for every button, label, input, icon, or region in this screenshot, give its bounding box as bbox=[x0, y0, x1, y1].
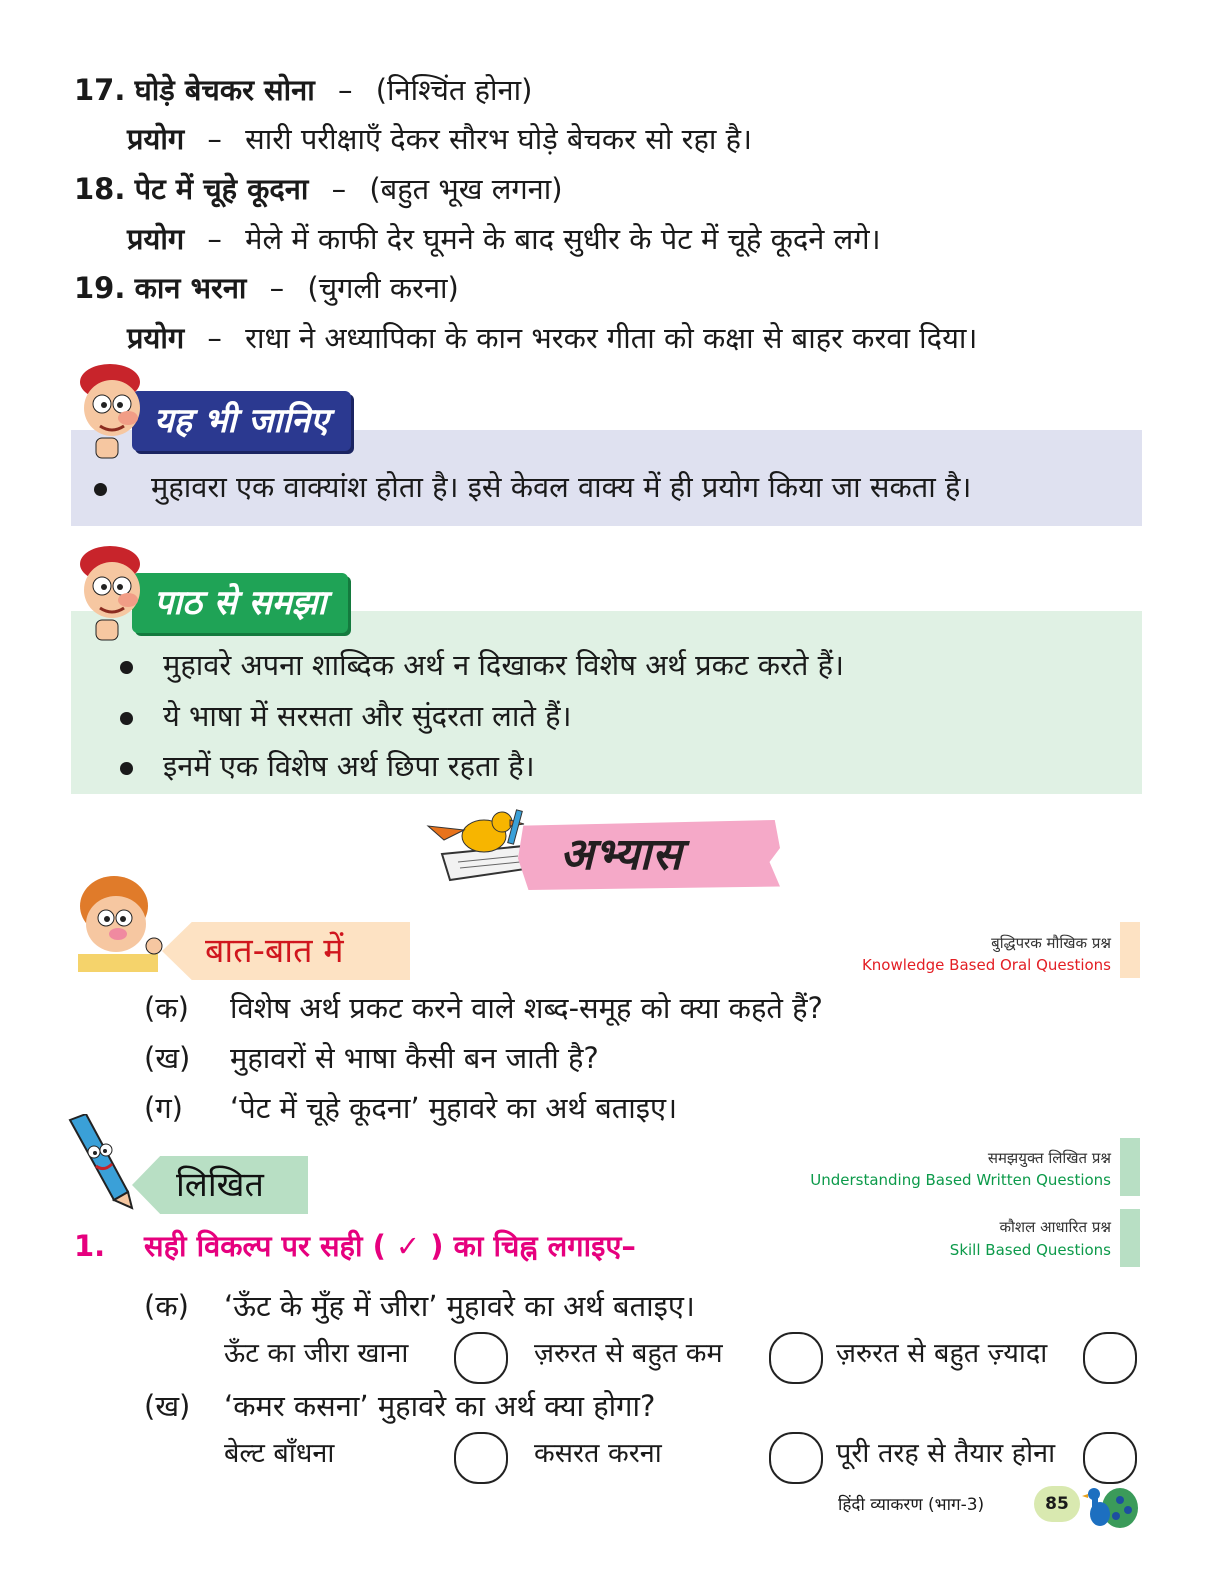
understood-item: मुहावरे अपना शाब्दिक अर्थ न दिखाकर विशेष अर्थ प्रकट करते हैं। bbox=[120, 645, 844, 685]
idiom-phrase: कान भरना bbox=[134, 271, 247, 305]
idiom-number: 17. bbox=[74, 73, 126, 107]
option-label: ऊँट का जीरा खाना bbox=[224, 1338, 409, 1369]
idiom-17-usage bbox=[127, 119, 752, 159]
dash: – bbox=[331, 172, 347, 206]
usage-sentence: सारी परीक्षाएँ देकर सौरभ घोड़े बेचकर सो रहा है। bbox=[245, 122, 752, 156]
oral-title: बात-बात में bbox=[205, 931, 344, 971]
pencil-mascot-icon bbox=[62, 1114, 142, 1210]
idiom-18-usage bbox=[127, 219, 881, 259]
dash: – bbox=[207, 222, 222, 256]
oral-question: (क) विशेष अर्थ प्रकट करने वाले शब्द-समूह को क्या कहते हैं? bbox=[144, 991, 823, 1025]
sub-question-ka: (क) ‘ऊँट के मुँह में जीरा’ मुहावरे का अर्थ बताइए। bbox=[144, 1289, 695, 1323]
option-label: ज़रुरत से बहुत ज़्यादा bbox=[836, 1338, 1048, 1369]
question-1: 1. सही विकल्प पर सही ( ✓ ) का चिह्न लगाइए– bbox=[74, 1229, 636, 1263]
idiom-phrase: घोड़े बेचकर सोना bbox=[134, 73, 315, 107]
understood-item: इनमें एक विशेष अर्थ छिपा रहता है। bbox=[120, 746, 535, 786]
understood-item: ये भाषा में सरसता और सुंदरता लाते हैं। bbox=[120, 696, 572, 736]
bird-writing-icon bbox=[424, 806, 534, 884]
peacock-icon bbox=[1080, 1478, 1138, 1532]
boy-waving-icon bbox=[70, 872, 168, 972]
idiom-17 bbox=[74, 70, 532, 110]
know-more-item: मुहावरा एक वाक्यांश होता है। इसे केवल वाक्य में ही प्रयोग किया जा सकता है। bbox=[94, 467, 971, 507]
idiom-19 bbox=[74, 268, 459, 308]
answer-checkbox[interactable] bbox=[1083, 1332, 1137, 1384]
answer-checkbox[interactable] bbox=[769, 1332, 823, 1384]
oral-question: (ख) मुहावरों से भाषा कैसी बन जाती है? bbox=[144, 1041, 599, 1075]
bullet-icon bbox=[120, 712, 133, 725]
exercise-title: अभ्यास bbox=[560, 829, 683, 880]
sub-question-kha: (ख) ‘कमर कसना’ मुहावरे का अर्थ क्या होगा? bbox=[144, 1389, 656, 1423]
dash: – bbox=[207, 321, 222, 355]
oral-label-hindi: बुद्धिपरक मौखिक प्रश्न bbox=[991, 934, 1111, 952]
boy-mascot-icon bbox=[72, 360, 150, 460]
oral-question: (ग) ‘पेट में चूहे कूदना’ मुहावरे का अर्थ बताइए। bbox=[144, 1091, 678, 1125]
usage-sentence: मेले में काफी देर घूमने के बाद सुधीर के पेट में चूहे कूदने लगे। bbox=[245, 222, 881, 256]
dash: – bbox=[269, 271, 285, 305]
answer-checkbox[interactable] bbox=[454, 1432, 508, 1484]
book-title: हिंदी व्याकरण (भाग-3) bbox=[838, 1495, 985, 1515]
page-number: 85 bbox=[1034, 1486, 1080, 1522]
idiom-number: 19. bbox=[74, 271, 126, 305]
dash: – bbox=[207, 122, 222, 156]
answer-checkbox[interactable] bbox=[1083, 1432, 1137, 1484]
option-label: पूरी तरह से तैयार होना bbox=[836, 1438, 1056, 1469]
understood-title: पाठ से समझा bbox=[132, 573, 348, 633]
idiom-18 bbox=[74, 169, 563, 209]
oral-side-bar bbox=[1120, 922, 1140, 978]
idiom-meaning: (बहुत भूख लगना) bbox=[369, 172, 563, 206]
skill-label-hindi: कौशल आधारित प्रश्न bbox=[999, 1218, 1111, 1236]
bullet-icon bbox=[120, 661, 133, 674]
idiom-19-usage bbox=[127, 318, 977, 358]
answer-checkbox[interactable] bbox=[769, 1432, 823, 1484]
know-more-title: यह भी जानिए bbox=[132, 391, 351, 451]
oral-label-english: Knowledge Based Oral Questions bbox=[861, 956, 1111, 974]
boy-mascot-icon bbox=[72, 542, 150, 642]
answer-checkbox[interactable] bbox=[454, 1332, 508, 1384]
usage-sentence: राधा ने अध्यापिका के कान भरकर गीता को कक्षा से बाहर करवा दिया। bbox=[245, 321, 978, 355]
bullet-icon bbox=[120, 762, 133, 775]
idiom-number: 18. bbox=[74, 172, 126, 206]
skill-side-bar bbox=[1120, 1209, 1140, 1267]
idiom-phrase: पेट में चूहे कूदना bbox=[134, 172, 309, 206]
idiom-meaning: (निश्चिंत होना) bbox=[375, 73, 533, 107]
dash: – bbox=[338, 73, 353, 107]
usage-label: प्रयोग bbox=[127, 321, 185, 355]
written-label-hindi: समझयुक्त लिखित प्रश्न bbox=[987, 1149, 1111, 1167]
option-label: कसरत करना bbox=[534, 1438, 662, 1469]
written-title: लिखित bbox=[176, 1165, 264, 1205]
usage-label: प्रयोग bbox=[127, 122, 185, 156]
written-side-bar bbox=[1120, 1138, 1140, 1196]
skill-label-english: Skill Based Questions bbox=[949, 1241, 1111, 1259]
bullet-icon bbox=[94, 483, 107, 496]
option-label: बेल्ट बाँधना bbox=[224, 1438, 335, 1469]
idiom-meaning: (चुगली करना) bbox=[307, 271, 459, 305]
option-label: ज़रुरत से बहुत कम bbox=[534, 1338, 723, 1369]
written-label-english: Understanding Based Written Questions bbox=[810, 1171, 1111, 1189]
usage-label: प्रयोग bbox=[127, 222, 185, 256]
